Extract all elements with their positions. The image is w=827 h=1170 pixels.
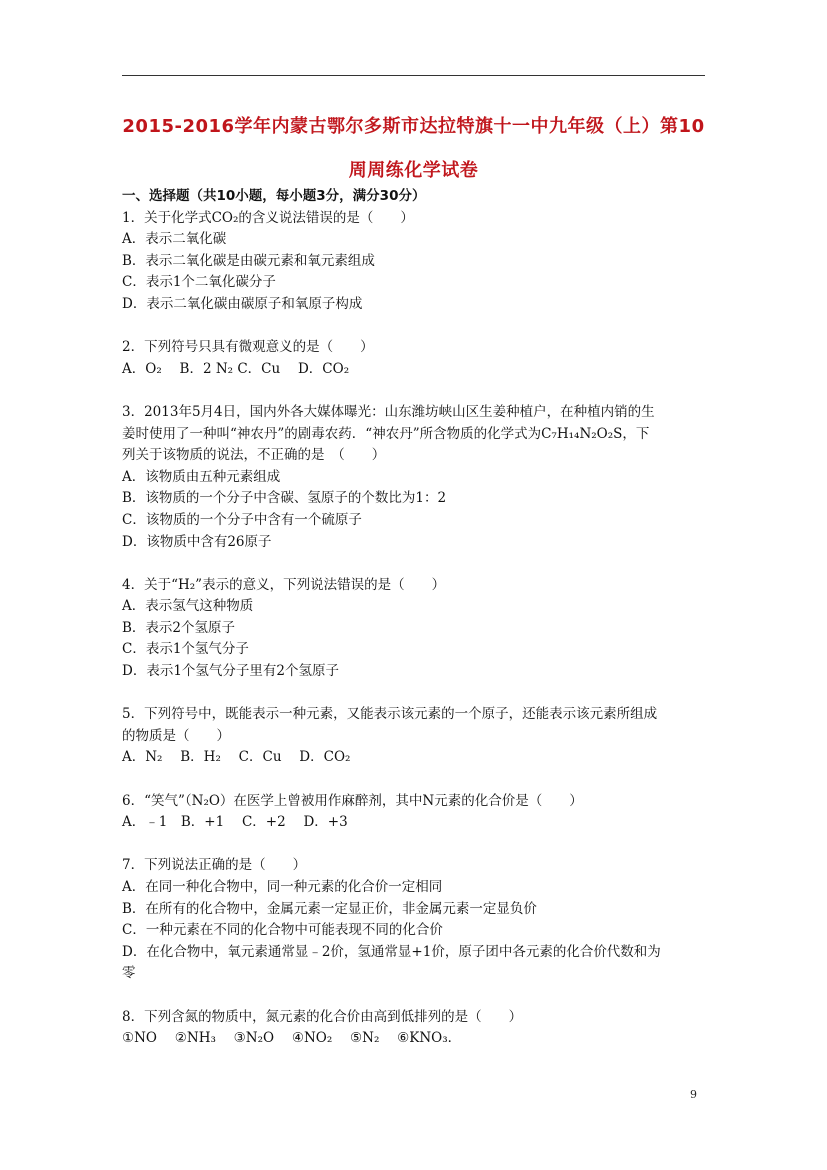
option: A．N₂ B．H₂ C．Cu D．CO₂	[122, 749, 351, 766]
question-stem: 3．2013年5月4日，国内外各大媒体曝光：山东潍坊峡山区生姜种植户，在种植内销的生	[122, 403, 655, 420]
option: D．在化合物中，氧元素通常显﹣2价，氢通常显+1价，原子团中各元素的化合价代数和为	[122, 943, 661, 960]
question-stem: 的物质是（ ）	[122, 727, 230, 744]
spacer	[122, 380, 707, 402]
question-3	[122, 402, 707, 553]
option: C．表示1个氢气分子	[122, 641, 249, 658]
option: A．﹣1 B．+1 C．+2 D．+3	[122, 814, 348, 831]
option: B．该物质的一个分子中含碳、氢原子的个数比为1：2	[122, 490, 447, 507]
spacer	[122, 834, 707, 856]
question-7	[122, 855, 707, 985]
option: A．在同一种化合物中，同一种元素的化合价一定相同	[122, 879, 443, 895]
header-rule	[122, 75, 705, 76]
question-5	[122, 704, 707, 769]
question-list	[122, 186, 707, 1050]
option: A．表示氢气这种物质	[122, 598, 254, 615]
option: B．在所有的化合物中，金属元素一定显正价，非金属元素一定显负价	[122, 900, 537, 917]
option: C．表示1个二氧化碳分子	[122, 274, 276, 291]
question-stem: 8．下列含氮的物质中，氮元素的化合价由高到低排列的是（ ）	[122, 1008, 523, 1025]
option: C．该物质的一个分子中含有一个硫原子	[122, 511, 362, 528]
option: D．表示二氧化碳由碳原子和氧原子构成	[122, 295, 363, 312]
option: A．表示二氧化碳	[122, 231, 227, 248]
question-stem: 6．“笑气”（N₂O）在医学上曾被用作麻醉剂，其中N元素的化合价是（ ）	[122, 792, 583, 809]
spacer	[122, 683, 707, 705]
section-heading: 一、选择题（共10小题，每小题3分，满分30分）	[122, 188, 426, 204]
option: A．该物质由五种元素组成	[122, 468, 281, 485]
option: D．表示1个氢气分子里有2个氢原子	[122, 663, 340, 680]
question-stem: 1．关于化学式CO₂的含义说法错误的是（ ）	[122, 209, 414, 226]
spacer	[122, 769, 707, 791]
page-number: 9	[690, 1088, 697, 1101]
question-8	[122, 1007, 707, 1050]
question-stem: 列关于该物质的说法，不正确的是 （ ）	[122, 447, 386, 464]
question-6	[122, 791, 707, 834]
question-stem: 姜时使用了一种叫“神农丹”的剧毒农药．“神农丹”所含物质的化学式为C₇H₁₄N₂O₂S，下	[122, 425, 650, 442]
option: C．一种元素在不同的化合物中可能表现不同的化合价	[122, 922, 443, 939]
spacer	[122, 985, 707, 1007]
page-title-line-1: 2015-2016学年内蒙古鄂尔多斯市达拉特旗十一中九年级（上）第10	[122, 116, 705, 137]
question-2	[122, 337, 707, 380]
question-1	[122, 208, 707, 316]
spacer	[122, 316, 707, 338]
option: D．该物质中含有26原子	[122, 533, 272, 550]
option: B．表示二氧化碳是由碳元素和氧元素组成	[122, 252, 375, 269]
option: B．表示2个氢原子	[122, 619, 236, 636]
spacer	[122, 553, 707, 575]
question-stem: 7．下列说法正确的是（ ）	[122, 857, 307, 874]
question-stem: 2．下列符号只具有微观意义的是（ ）	[122, 339, 374, 356]
option: ①NO ②NH₃ ③N₂O ④NO₂ ⑤N₂ ⑥KNO₃．	[122, 1030, 462, 1047]
option: A．O₂ B．2 N₂ C．Cu D．CO₂	[122, 360, 350, 377]
question-stem: 4．关于“H₂”表示的意义，下列说法错误的是（ ）	[122, 576, 446, 593]
option: 零	[122, 965, 136, 982]
page-title-line-2: 周周练化学试卷	[348, 160, 479, 181]
question-stem: 5．下列符号中，既能表示一种元素，又能表示该元素的一个原子，还能表示该元素所组成	[122, 706, 658, 723]
question-4	[122, 575, 707, 683]
